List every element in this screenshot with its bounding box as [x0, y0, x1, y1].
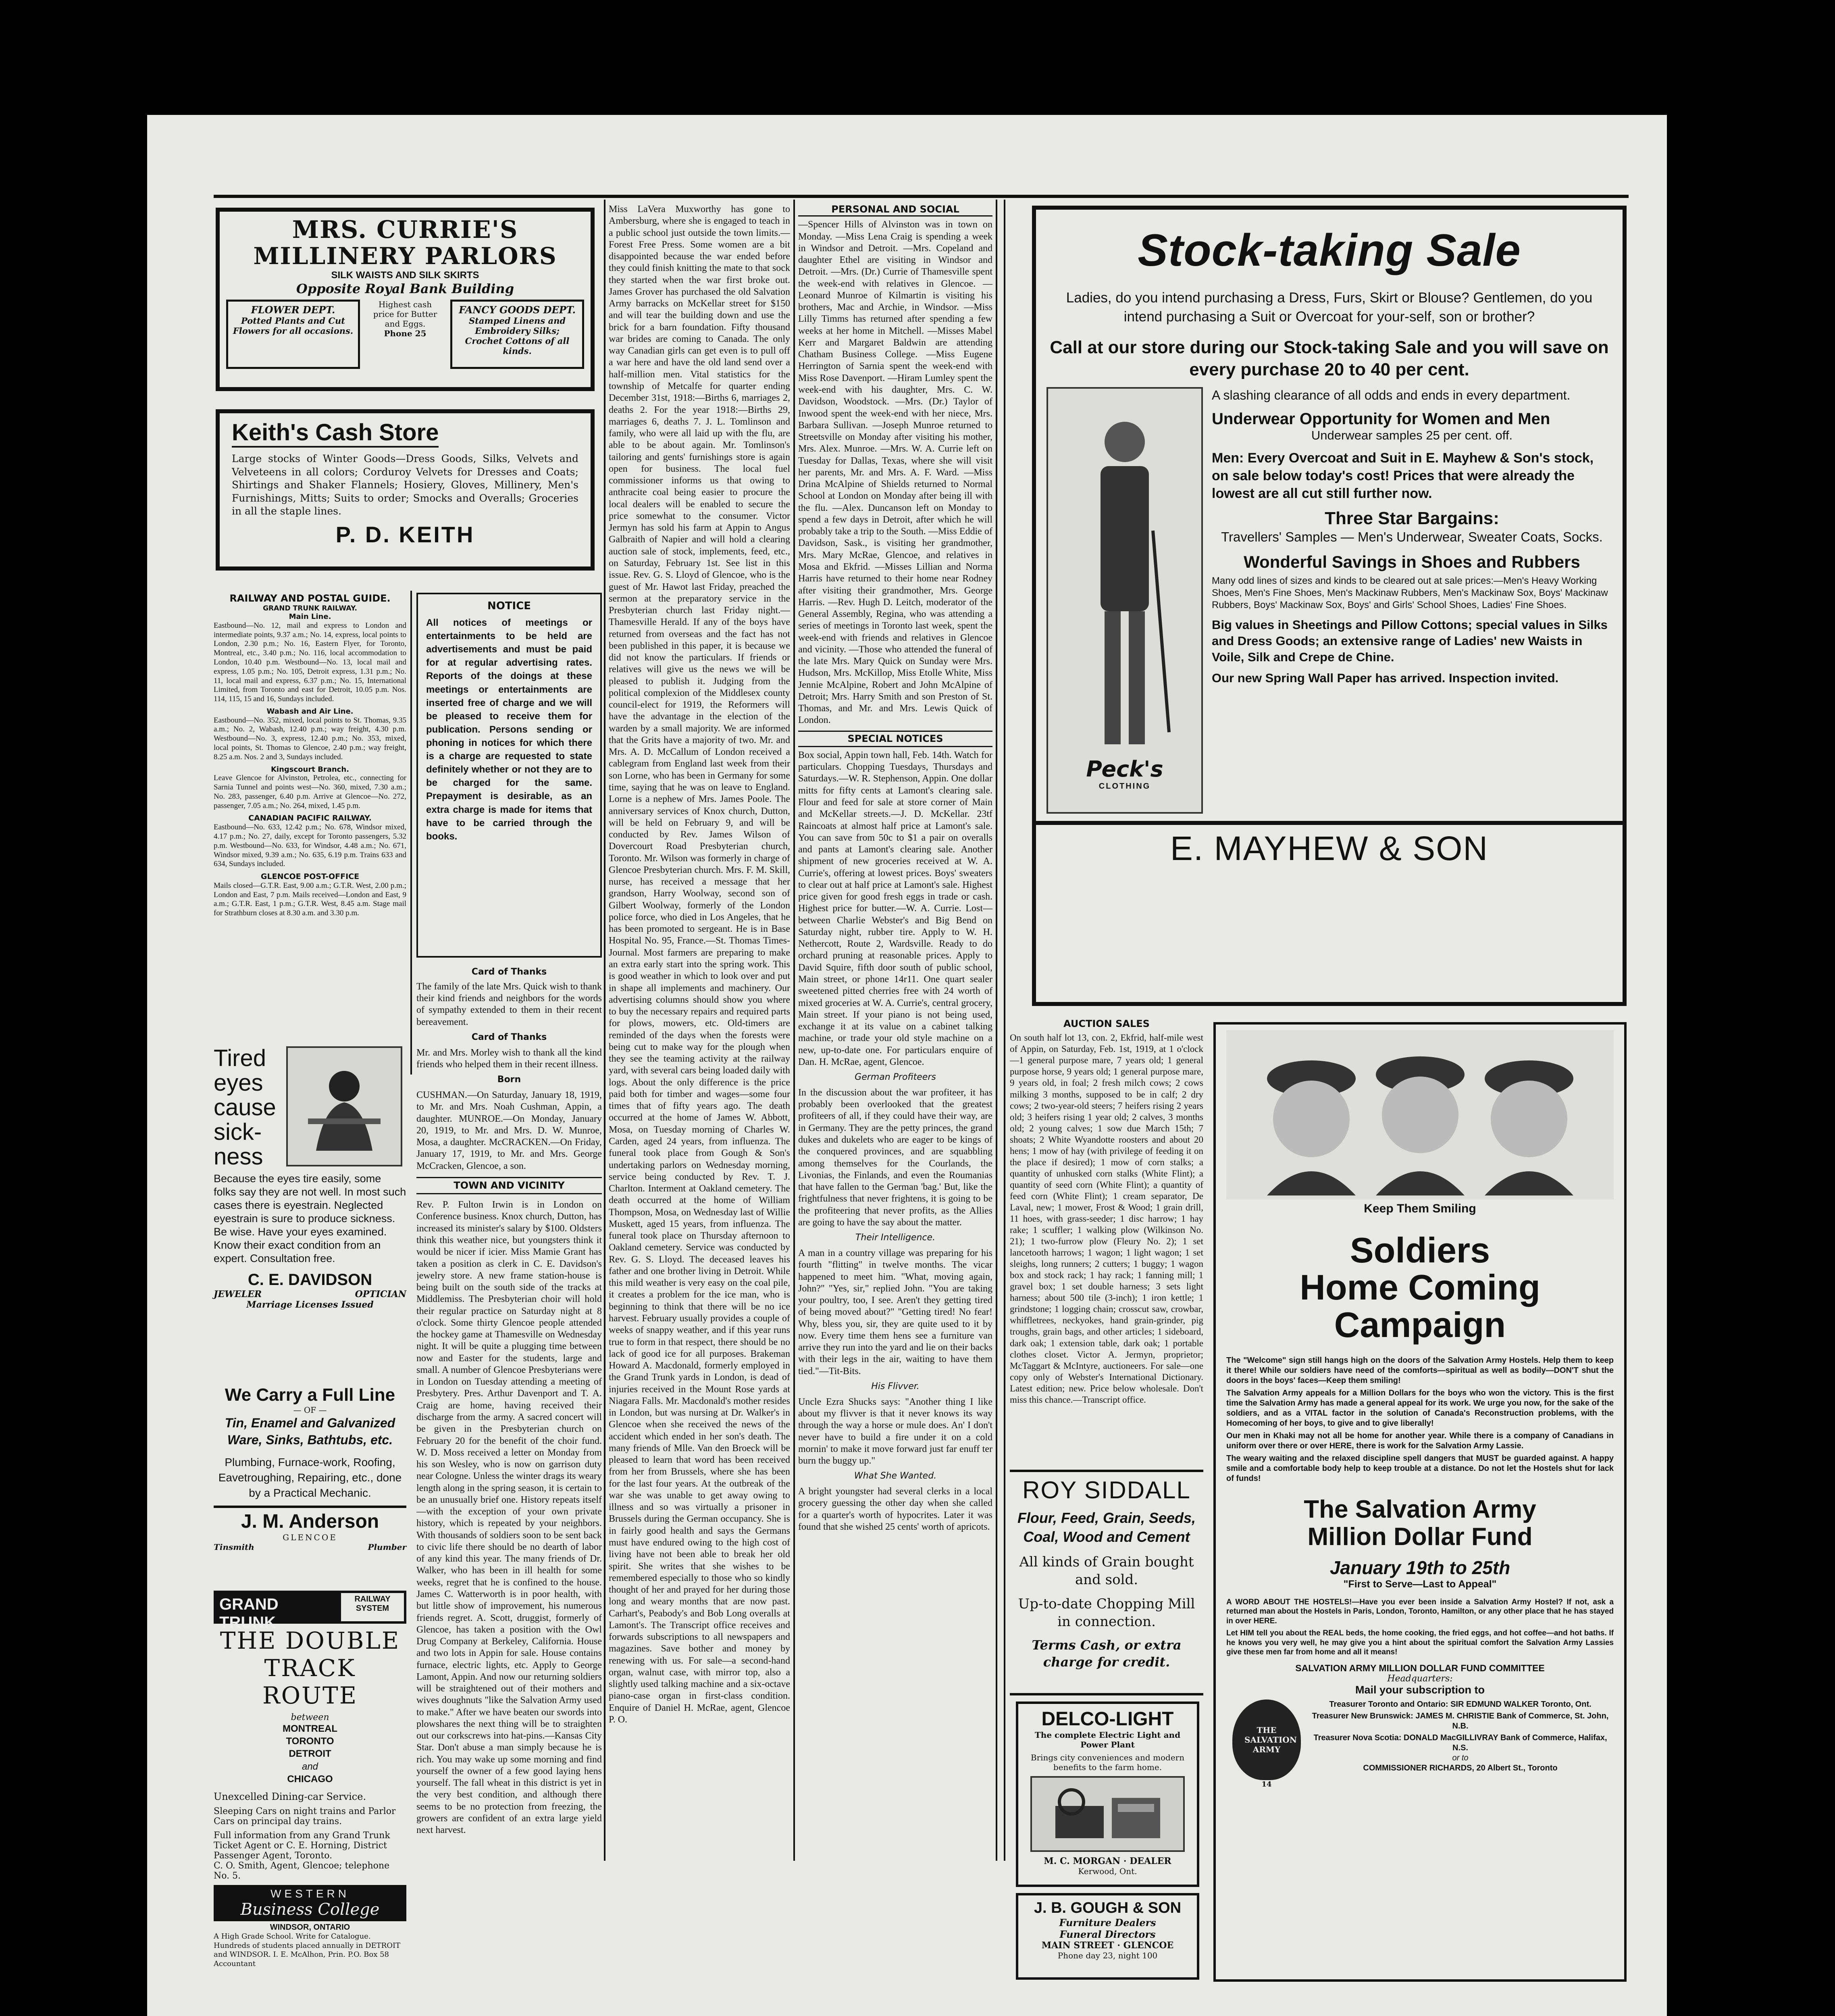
salvation-fund-1: The Salvation Army [1304, 1495, 1536, 1524]
intel-body: A man in a country village was preparing for his fourth "flitting" in twelve months. The vicar happened to meet him. "What, moving again, John?" "Yes, sir," replied John. "You are taking your poultry, too, I see. Aren't they getting tired of being moved about?" "Getting tired! No fear! Why, bless you, sir, they are quite used to it by now. Every time them hens see a furniture van arrive they run into the yard and lie on their backs with their legs in the air, waiting to have them tied."—Tit-Bits. [798, 1248, 992, 1377]
gough-name: J. B. GOUGH & SON [1034, 1899, 1182, 1916]
gtr-info: Full information from any Grand Trunk Ticket Agent or C. E. Horning, District Passenger Agent, Toronto. [214, 1830, 390, 1861]
davidson-name: C. E. DAVIDSON [248, 1271, 372, 1289]
gtr-between: between [291, 1712, 329, 1722]
gtr-dining: Unexcelled Dining-car Service. [214, 1791, 366, 1802]
gough-ad [1016, 1893, 1199, 1980]
auction-body: On south half lot 13, con. 2, Ekfrid, half-mile west of Appin, on Saturday, Feb. 1st, 1919, at 1 o'clock—1 general purpose mare, 7 years old; 1 general purpose horse, 9 years old; 1 general purpose mare, 9 years old, in foal; 2 fresh milch cows; 2 cows milking 3 months, supposed to be in calf; 2 dry cows; 2 two-year-old steers; 7 heifers rising 2 years old; 3 heifers rising 1 year old; 2 calves, 3 months old; 2 young calves; 1 sow due March 15th; 7 shoats; 2 White Wyandotte roosters and about 20 hens; 1 mow of hay (with privilege of feeding it on the place if desired); 1 mow of corn stalks; a quantity of unhusked corn stalks (White Flint); a quantity of seed corn (White Flint); a quantity of feed corn (White Flint); 1 cream separator, De Laval, new; 1 mower, Frost & Wood; 1 grain drill, 11 hoes, with grass-seeder; 1 disc harrow; 1 hay rake; 1 scuffler; 1 walking plow (Wilkinson No. 21); 1 two-furrow plow (Fleury No. 2); 1 set lancetooth harrows; 1 wagon; 1 light wagon; 1 set sleighs, long runners; 2 cutters; 1 buggy; 1 wagon box and stock rack; 1 hay rack; 1 fanning mill; 1 gravel box; 1 set double harness; 3 sets light harness; about 500 tile (3-inch); 1 iron kettle; 1 grindstone; 1 logging chain; crosscut saw, crowbar, whiffletrees, neckyokes, hand grain-grinder, pig troughs, grain bags, and other articles; 1 sideboard, dark oak; 1 extension table, dark oak; 1 portable clothes closet. Victor A. Jermyn, proprietor; McTaggart & McIntyre, auctioneers. For sale—one copy only of Webster's International Dictionary. Latest edition; new. Price below wholesale. Don't miss this chance.—Transcript office. [1010, 1033, 1203, 1405]
salvation-para-2: The Salvation Army appeals for a Million Dollars for the boys who won the victory. This is the first time the Salvation Army has made a general appeal for its work. We urge you now, for the sake of the soldiers, and as a VITAL factor in the solution of Canada's Reconstruction problems, with the Homecoming of her boys, to give and to give liberally! [1226, 1389, 1614, 1428]
anderson-name: J. M. Anderson [214, 1506, 406, 1533]
column-rule [793, 200, 795, 1861]
salvation-treasurer-4: COMMISSIONER RICHARDS, 20 Albert St., Toronto [1363, 1764, 1558, 1773]
salvation-treasurer-1: Treasurer Toronto and Ontario: SIR EDMUND WALKER Toronto, Ont. [1329, 1700, 1592, 1709]
salvation-ad [1213, 1022, 1627, 1982]
salvation-heading-2: Home Coming [1300, 1267, 1540, 1308]
siddall-terms: Terms Cash, or extra charge for credit. [1032, 1637, 1182, 1670]
salvation-fund-2: Million Dollar Fund [1307, 1523, 1533, 1551]
mayhew-sheetings: Big values in Sheetings and Pillow Cottons; special values in Silks and Dress Goods; an extensive range of Ladies' new Waists in Voile, Silk and Crepe de Chine. [1212, 617, 1608, 664]
mayhew-travellers: Travellers' Samples — Men's Underwear, Sweater Coats, Socks. [1221, 529, 1603, 544]
western-ad [214, 1885, 406, 1982]
currie-title-2: MILLINERY PARLORS [253, 242, 557, 270]
davidson-role-right: OPTICIAN [355, 1289, 406, 1300]
davidson-licenses: Marriage Licenses Issued [246, 1300, 374, 1310]
siddall-name: ROY SIDDALL [1022, 1477, 1191, 1504]
currie-middle: Highest cash price for Butter and Eggs. [373, 300, 437, 329]
column-2 [416, 964, 602, 1984]
delco-ad [1016, 1702, 1199, 1887]
currie-ad [216, 208, 595, 391]
delco-engine-illustration [1030, 1776, 1185, 1852]
notice-body: All notices of meetings or entertainments to be held are advertisements and must be paid for at regular advertising rates. Reports of the doings at these meetings or entertainments are inserted free of charge and we will be pleased to receive them for publication. Persons sending or phoning in notices for which there is a charge are requested to state definitely whether or not they are to be charged for the same. Prepayment is desirable, as an extra charge is made for items that have to be carried through the books. [426, 617, 592, 842]
anderson-heading: We Carry a Full Line [225, 1385, 395, 1405]
western-title: WESTERN [270, 1887, 350, 1900]
railway-guide [214, 593, 406, 1040]
salvation-hq: Headquarters: [1387, 1674, 1453, 1684]
gough-line-4: Phone day 23, night 100 [1057, 1951, 1158, 1960]
railway-post: GLENCOE POST-OFFICE [260, 872, 360, 881]
flivver-title: His Flivver. [871, 1381, 920, 1391]
anderson-town: GLENCOE [283, 1532, 337, 1542]
salvation-para-6: Let HIM tell you about the REAL beds, the home cooking, the fried eggs, and hot coffee—and hot baths. If he knows you very well, he may give you a hint about the spiritual comfort the Salvation Army Lassies give these men far from home and all it means! [1226, 1629, 1614, 1657]
auction-column [1010, 1018, 1203, 1462]
mayhew-shoes-heading: Wonderful Savings in Shoes and Rubbers [1244, 552, 1580, 571]
anderson-items: Tin, Enamel and Galvanized Ware, Sinks, Bathtubs, etc. [225, 1416, 395, 1447]
keith-ad [216, 409, 595, 571]
salvation-committee: SALVATION ARMY MILLION DOLLAR FUND COMMITTEE [1295, 1663, 1545, 1674]
born-body: CUSHMAN.—On Saturday, January 18, 1919, to Mr. and Mrs. Noah Cushman, Appin, a daughter. MUNROE.—On Monday, January 20, 1919, to Mr. and Mrs. D. W. Munroe, Mosa, a daughter. McCRACKEN.—On Friday, January 17, 1919, to Mr. and Mrs. George McCracken, Glencoe, a son. [416, 1090, 602, 1171]
gtr-title-1: THE DOUBLE [220, 1627, 400, 1654]
currie-flower-heading: FLOWER DEPT. [251, 304, 335, 316]
salvation-mail: Mail your subscription to [1355, 1684, 1485, 1696]
notice-title: NOTICE [487, 600, 531, 612]
railway-title: RAILWAY AND POSTAL GUIDE. [229, 593, 391, 604]
keith-body: Large stocks of Winter Goods—Dress Goods, Silks, Velvets and Velveteens in all colors; Corduroy Velvets for Dresses and Coats; Shirtings and Shaker Flannels; Hosiery, Gloves, Millinery, Men's Furnishings, Mitts; Suits to order; Smocks and Overalls; Groceries in all the staple lines. [232, 453, 578, 517]
anderson-of: — OF — [293, 1405, 327, 1415]
column-4 [798, 204, 992, 1984]
delco-subtitle: The complete Electric Light and Power Plant [1034, 1730, 1181, 1749]
gtr-sleeping: Sleeping Cars on night trains and Parlor Cars on principal day trains. [214, 1806, 396, 1826]
wanted-body: A bright youngster had several clerks in a local grocery guessing the other day when she called for a quarter's worth of hypocrites. Later it was found that she wished 25 cents' worth of apricots. [798, 1486, 992, 1532]
anderson-role-right: Plumber [368, 1542, 406, 1552]
davidson-body: Because the eyes tire easily, some folks say they are not well. In most such cases there is eyestrain. Neglected eyestrain is sure to produce sickness. Be wise. Have your eyes examined. Know their exact condition from an expert. Consultation free. [214, 1173, 406, 1265]
gtr-logo-right: RAILWAY SYSTEM [341, 1593, 404, 1621]
delco-dealer: M. C. MORGAN · DEALER [1044, 1856, 1171, 1866]
gtr-city: DETROIT [289, 1748, 331, 1760]
gtr-ad [214, 1591, 406, 1881]
siddall-ad [1010, 1470, 1203, 1695]
salvation-para-5: A WORD ABOUT THE HOSTELS!—Have you ever been inside a Salvation Army Hostel? If not, ask a returned man about the Hostels in Paris, London, Toronto, Hamilton, or any other place that he has stayed in over HERE. [1226, 1597, 1614, 1626]
mayhew-clearance: A slashing clearance of all odds and ends in every department. [1212, 387, 1571, 402]
intel-title: Their Intelligence. [855, 1233, 936, 1243]
western-location: WINDSOR, ONTARIO [270, 1923, 350, 1932]
town-body: Rev. P. Fulton Irwin is in London on Conference business. Knox church, Dutton, has increased its minister's salary by $100. Oldsters think this weather nice, but youngsters think it would be nicer if icier. Miss Mamie Grant has taken a position as clerk in C. E. Davidson's jewelry store. A new frame station-house is being built on the south side of the tracks at Middlemiss. The Presbyterian choir will hold their regular practice on Saturday night at 8 o'clock. Some thirty Glencoe people attended the hockey game at Thamesville on Wednesday night. It will be quite a plugging time between now and Easter for the students, large and small. A number of Glencoe Presbyterians were in London on Tuesday attending a meeting of Presbytery. Pres. Arthur Davenport and T. A. Craig are home, having received their discharge from the army. A sacred concert will be given in the Presbyterian church on February 20 for the benefit of the choir fund. W. D. Moss received a letter on Monday from his son Wesley, who is now on garrison duty near Cologne. Unless the winter drags its weary length along in the spring season, it is certain to be an unusually brief one. History repeats itself—with the exception of your own private history, which is repeated by your neighbors. With thousands of soldiers soon to be sent back to civic life there should be no dearth of labor of any kind this year. The many friends of Dr. Walker, who has been in ill health for some weeks, regret that he is confined to the house. James C. Watterworth is in poor health, with but little show of improvement, his numerous friends regret. A. Scott, druggist, formerly of Glencoe, has taken a position with the Owl Drug Company at Berkeley, California. House and two lots in Appin for sale. House contains furnace, electric lights, etc. Apply to George Lamont, Appin. And now our returning soldiers will be straightened out of their mothers and wives doughnuts "like the Salvation Army used to make." After we have beaten our swords into plowshares the next thing will be to straighten out our corkscrews into hat-pins.—Kansas City Star. Don't abuse a man simply because he is rich. You may wake up some morning and find yourself the owner of a few good laying hens yourself. The fall wheat in this district is yet in the very best condition, and although there seems to be no protection from freezing, the growers are confident of an extra large yield next harvest. [416, 1200, 602, 1836]
personal-title: PERSONAL AND SOCIAL [798, 204, 992, 217]
railway-cpr: CANADIAN PACIFIC RAILWAY. [248, 814, 372, 823]
davidson-role-left: JEWELER [214, 1289, 262, 1300]
salvation-number: 14 [1261, 1780, 1272, 1789]
railway-text-3: Leave Glencoe for Alvinston, Petrolea, etc., connecting for Sarnia Tunnel and points west—No. 360, mixed, 7.30 a.m.; No. 283, passenger, 6.40 p.m. Arrive at Glencoe—No. 272, passenger, 7.05 a.m.; No. 264, mixed, 1.45 p.m. [214, 774, 406, 810]
mayhew-underwear: Underwear samples 25 per cent. off. [1311, 428, 1513, 443]
delco-town: Kerwood, Ont. [1078, 1866, 1137, 1876]
newspaper-page [147, 115, 1667, 2016]
currie-fancy-heading: FANCY GOODS DEPT. [459, 304, 576, 316]
anderson-role-left: Tinsmith [214, 1542, 254, 1552]
gough-line-1: Furniture Dealers [1059, 1917, 1156, 1929]
railway-text-1: Eastbound—No. 12, mail and express to London and intermediate points, 9.37 a.m.; No. 14, express, local points to London, 2.30 p.m.; No. 16, Eastern Flyer, for Toronto, Montreal, etc., 3.40 p.m.; No. 116, local accommodation to London, 10.40 p.m. Westbound—No. 13, local mail and express, 1.05 p.m.; No. 105, Detroit express, 1.31 p.m.; No. 11, local mail and express, 6.37 p.m.; No. 15, International Limited, from Toronto and east for Detroit, 10.05 p.m. Nos. 114, 115, 15 and 16, Sundays included. [214, 621, 406, 704]
mayhew-call: Call at our store during our Stock-taking Sale and you will save on every purchase 20 to 40 per cent. [1050, 337, 1609, 379]
railway-gtr: GRAND TRUNK RAILWAY. [263, 604, 357, 612]
salvation-first: "First to Serve—Last to Appeal" [1343, 1578, 1497, 1590]
wanted-title: What She Wanted. [854, 1471, 937, 1481]
western-body: A High Grade School. Write for Catalogue. Hundreds of students placed annually in DETROIT and WINDSOR. I. E. McAlhon, Prin. P.O. Box 58 Accountant [214, 1932, 401, 1968]
gtr-logo-left: GRAND TRUNK [219, 1595, 279, 1631]
gough-line-2: Funeral Directors [1059, 1929, 1156, 1940]
siddall-items: Flour, Feed, Grain, Seeds, Coal, Wood and Cement [1017, 1510, 1196, 1545]
soldiers-illustration [1226, 1030, 1614, 1200]
gtr-city: and [302, 1761, 318, 1772]
german-body: In the discussion about the war profiteer, it has probably been overlooked that the greatest profiteers of all, if they could have their way, are in Germany. They are the petty princes, the grand dukes and dukelets who are eager to be kings of the conquered provinces, and are squabbling among themselves for the Courlands, the Livonias, the Finlands, and even the Roumanias that have fallen to the German 'bag.' But, like the frightfulness that never frightens, it is going to be the profiteering that never profits, as the Allies are going to have the say about the matter. [798, 1087, 992, 1228]
salvation-para-1: The "Welcome" sign still hangs high on the doors of the Salvation Army Hostels. Help them to keep it there! While our soldiers have need of the comforts—spiritual as well as bodily—DON'T shut the doors in the boys' faces—Keep them smiling! [1226, 1356, 1614, 1385]
mayhew-pecks: Peck's [1086, 756, 1163, 782]
salvation-heading-1: Soldiers [1350, 1230, 1490, 1270]
railway-wabash: Wabash and Air Line. [266, 707, 354, 716]
salvation-treasurer-2: Treasurer New Brunswick: JAMES M. CHRISTIE Bank of Commerce, St. John, N.B. [1312, 1712, 1609, 1731]
anderson-ad [214, 1385, 406, 1583]
mayhew-clothing: CLOTHING [1099, 781, 1151, 791]
davidson-line-1: Tired [214, 1045, 266, 1071]
davidson-ad [214, 1046, 406, 1377]
mayhew-shoes: Many odd lines of sizes and kinds to be cleared out at sale prices:—Men's Heavy Working Shoes, Men's Fine Shoes, Men's Mackinaw Rubbers, Men's Mackinaw Sox, Boys' Mackinaw Rubbers, Boys' Mackinaw Sox, Boys' and Girls' School Shoes, Ladies' Fine Shoes. [1212, 575, 1608, 610]
german-title: German Profiteers [855, 1072, 936, 1083]
anderson-body: Plumbing, Furnace-work, Roofing, Eavetroughing, Repairing, etc., done by a Practical Mechanic. [218, 1456, 402, 1499]
notice-box [416, 593, 602, 958]
special-title: SPECIAL NOTICES [798, 731, 992, 747]
railway-main: Main Line. [289, 612, 331, 621]
davidson-line-5: ness [214, 1143, 263, 1170]
davidson-line-3: cause [214, 1094, 276, 1120]
personal-body: —Spencer Hills of Alvinston was in town on Monday. —Miss Lena Craig is spending a week in Windsor and Detroit. —Mrs. Copeland and daughter Ethel are visiting in Windsor and Detroit. —Mrs. (Dr.) Currie of Thamesville spent the week-end with relatives in Glencoe. —Leonard Munroe of Kilmartin is visiting his brothers, Mac and Archie, in Windsor. —Miss Lilly Timms has returned after spending a few weeks at her home in Mitchell. —Misses Mabel Kerr and Margaret Baldwin are attending Chatham Business College. —Miss Eugene Herrington of Sarnia spent the week-end with Miss Rose Davenport. —Hiram Lumley spent the week-end with his daughter, Mrs. C. W. Davidson, Woodstock. —Mrs. (Dr.) Taylor of Inwood spent the week-end with her niece, Mrs. Barbara Sullivan. —Joseph Munroe returned to Streetsville on Monday after visiting his mother, Mrs. Alex. Munroe. —Mrs. W. A. Currie left on Tuesday for Dallas, Texas, where she will visit her parents, Mr. and Mrs. A. F. Ward. —Miss Drina McAlpine of Shields returned to Normal School at London on Monday after being ill with the flu. —Alex. Duncanson left on Monday to spend a few days in Detroit, after which he will probably take a trip to the South. —Miss Eddie of Davidson, Sask., is visiting her grandmother, Mrs. Mary McRae, Glencoe, and relatives in Mosa and Ekfrid. —Misses Lillian and Norma Harris have returned to their home near Rodney after visiting their grandmother, Mrs. George Harris. —Rev. Hugh D. Leitch, moderator of the General Assembly, Regina, who was attending a series of meetings in Toronto last week, spent the week-end with friends and relatives in Glencoe and vicinity. —Those who attended the funeral of the late Mrs. Mary Quick on Sunday were Mrs. Hudson, Mrs. McKillop, Miss Etolle White, Miss Jennie McAlpine, Robert and John McAlpine of Detroit; Mrs. Harry Smith and son Preston of St. Thomas, and Mr. and Mrs. Lewis Quick of London. [798, 219, 992, 726]
salvation-dates: January 19th to 25th [1329, 1557, 1510, 1578]
column-rule [604, 200, 605, 1861]
currie-subtitle: SILK WAISTS AND SILK SKIRTS [331, 270, 479, 281]
mayhew-men: Men: Every Overcoat and Suit in E. Mayhew & Son's stock, on sale below today's cost! Prices that were already the lowest are all cut still further now. [1212, 450, 1594, 502]
born-title: Born [497, 1075, 521, 1085]
column-rule [410, 591, 412, 1075]
currie-title-1: MRS. CURRIE'S [292, 216, 518, 244]
special-body: Box social, Appin town hall, Feb. 14th. Watch for particulars. Chopping Tuesdays, Thursdays and Saturdays.—W. R. Stephenson, Appin. One dollar mitts for fifty cents at Lamont's clearing sale. Flour and feed for sale at store corner of Main and McKellar streets.—J. D. McKellar. 23tf Raincoats at almost half price at Lamont's sale. You can save from 50c to $1 a pair on overalls and pants at Lamont's clearing sale. Another shipment of new groceries received at W. A. Currie's, offering at lowest prices. Boys' sweaters to clear out at half price at Lamont's sale. Highest price given for good fresh eggs in trade or cash. Highest price for butter.—W. A. Currie. Lost—between Charlie Webster's and Big Bend on Saturday night, rubber tire. Apply to W. H. Nethercott, Route 2, Wardsville. Ready to do orchard pruning at reasonable prices. Apply to David Squire, fifth door south of public school, Main street, or phone 14r11. One quart sealer sweetened pitted cherries free with 24 worth of mixed groceries at W. A. Currie's, central grocery, Main street. If your piano is not being used, exchange it at its value on a cabinet talking machine, or trade your old style machine on a new, up-to-date one. For particulars enquire of Dan. H. McRae, agent, Glencoe. [798, 750, 992, 1067]
mayhew-three: Three Star Bargains: [1325, 508, 1499, 528]
western-subtitle: Business College [240, 1900, 380, 1919]
railway-text-5: Mails closed—G.T.R. East, 9.00 a.m.; G.T.R. West, 2.00 p.m.; London and East, 7 p.m. Mails received—London and East, 9 a.m.; G.T.R. East, 1 p.m.; G.T.R. West, 8.45 a.m. Stage mail for Strathburn closes at 8.30 a.m. and 3.30 p.m. [214, 881, 406, 918]
gough-line-3: MAIN STREET · GLENCOE [1041, 1940, 1174, 1951]
mayhew-ad [1032, 206, 1627, 1006]
gtr-logo [214, 1591, 406, 1631]
town-title: TOWN AND VICINITY [416, 1177, 602, 1194]
mayhew-title: Stock-taking Sale [1138, 225, 1521, 275]
salvation-para-3: Our men in Khaki may not all be home for another year. While there is a company of Canadians in uniform over there or over HERE, there is work for the Salvation Army Lassie. [1226, 1431, 1614, 1451]
railway-text-4: Eastbound—No. 633, 12.42 p.m.; No. 678, Windsor mixed, 4.17 p.m.; No. 27, daily, except for Toronto passengers, 5.32 p.m. Westbound—No. 633, for Windsor, 4.48 a.m.; No. 671, Windsor mixed, 9.39 a.m.; No. 635, 6.19 p.m. Trains 633 and 634, Sundays included. [214, 823, 406, 868]
column-3-body: Miss LaVera Muxworthy has gone to Ambersburg, where she is engaged to teach in a public school just outside the town limits.—Forest Free Press. Some women are a bit disappointed because the war ended before they could finish knitting the mate to that sock they started when the war first broke out. James Grover has purchased the old Salvation Army barracks on McKellar street for $150 and will tear the building down and use the brick for a barn foundation. Fifty thousand war brides are coming to Canada. The only way Canadian girls can get even is to pull off a war here and have the old land send over a half-million men. Vital statistics for the township of Metcalfe for quarter ending December 31st, 1918:—Births 6, marriages 2, deaths 2. For the year 1918:—Births 29, marriages 6, deaths 7. J. L. Tomlinson and family, who were all laid up with the flu, are able to be about again. Mr. Tomlinson's tailoring and gents' furnishings store is again open for business. The local fuel commissioner informs us that owing to anthracite coal being easier to procure the local dealers will be enabled to secure the price somewhat to the consumer. Victor Jermyn has sold his farm at Appin to Angus Galbraith of Napier and will hold a clearing auction sale of stock, implements, feed, etc., on Saturday, February 1st. See list in this issue. Rev. G. S. Lloyd of Glencoe, who is the guest of Mr. Hawot last Friday, preached the sermon at the preparatory service in the Presbyterian church last Friday night.—Thamesville Herald. If any of the boys have returned from overseas and the fact has not been published in this paper, it is because we did not know the particulars. If friends or relatives will give us the news we will be pleased to publish it. Judging from the political complexion of the Middlesex county council-elect for 1919, the Reformers will have the advantage in the election of the warden by a small majority. We are informed that the Grits have a majority of two. Mr. and Mrs. A. D. McCallum of London received a cablegram from England last week from their son Lorne, who has been in Germany for some time, saying that he was on leave to England. Lorne is a nephew of Mrs. James Poole. The anniversary services of Knox church, Dutton, will be held on February 9, and will be conducted by Rev. James Wilson of Dovercourt Road Presbyterian church, Toronto. Mr. Wilson was formerly in charge of Glencoe Presbyterian church. Mrs. F. M. Skill, nurse, has received a message that her grandson, Harry Woolway, second son of Gilbert Woolway, formerly of the London police force, who died in Los Angeles, that he has been promoted to sergeant. He is in Base Hospital No. 95, France.—St. Thomas Times-Journal. Most farmers are preparing to make an extra early start into the spring work. This is good weather in which to look over and put in shape all implements and machinery. Our advertising columns should show you where to buy the necessary repairs and required parts for plows, mowers, etc. Old-timers are reminded of the days when the forests were being cut to make way for the plough when they see the teaming activity at the railway yard, with several cars being loaded daily with logs. About the only difference is the price paid both for timber and wages—some four times that of fifty years ago. The death occurred at the home of James W. Abbott, Mosa, on Tuesday morning of Charles W. Carden, aged 24 years, from influenza. The funeral took place from Gough & Son's undertaking parlors on Wednesday morning, service being conducted by Rev. T. J. Charlton. Interment at Oakland cemetery. The death occurred at the home of William Thompson, Mosa, on Wednesday last of Willie Muskett, aged 15 years, from influenza. The funeral took place on Thursday afternoon to Oakland cemetery. Service was conducted by Rev. G. S. Lloyd. The deceased leaves his father and one brother living in Detroit. While this mild weather is very easy on the coal pile, it creates a problem for the ice man, who is beginning to think that there will be no ice harvest. February usually provides a couple of weeks of snappy weather, and if this year runs true to form in that respect, there should be no lack of good ice for all purposes. Brakeman Howard A. Macdonald, formerly employed in the Grand Trunk yards in London, is dead of injuries received in the Mount Rose yards at Niagara Falls. Mr. Macdonald's mother resides in London, but was nursing at Dr. Walker's in Glencoe when she received the news of the accident which ended in her son's death. The many friends of Mlle. Van den Broeck will be pleased to learn that word has been received from her from Brussels, where she has been for the last four years. At the outbreak of the war she was unable to get away owing to illness and so was virtually a prisoner in Brussels during the German occupancy. She is in fairly good health and says the Germans must have endured owing to the high cost of living have not been able to break her old spirit. She writes that she wishes to be remembered especially to those who so kindly thought of her and prayed for her during those long and weary months that are now past. Carhart's, Peabody's and Bob Long overalls at Lamont's. The Transcript office receives and forwards subscriptions to all newspapers and magazines. Save bother and money by renewing with us. For sale—a second-hand organ, walnut case, with mirror top, also a slightly used talking machine and a six-octave piano-case organ in first-class condition. Enquire of Daniel H. McRae, agent, Glencoe P. O. [609, 204, 790, 1725]
column-rule [1004, 200, 1005, 1861]
siddall-grain: All kinds of Grain bought and sold. [1019, 1554, 1194, 1588]
keith-signature: P. D. KEITH [335, 521, 475, 547]
mayhew-gentleman-illustration [1046, 387, 1203, 814]
currie-fancy-box [450, 300, 584, 369]
gtr-city: TORONTO [286, 1736, 334, 1747]
engine-icon [1047, 1782, 1168, 1846]
salvation-treasurer-3: Treasurer Nova Scotia: DONALD MacGILLIVRAY Bank of Commerce, Halifax, N.S. [1313, 1733, 1607, 1753]
thanks1-body: The family of the late Mrs. Quick wish to thank their kind friends and neighbors for the words of sympathy extended to them in their recent bereavement. [416, 981, 602, 1027]
top-rule [214, 195, 1629, 198]
currie-flower-body: Potted Plants and Cut Flowers for all occasions. [233, 316, 354, 336]
thanks2-body: Mr. and Mrs. Morley wish to thank all the kind friends who helped them in their recent illness. [416, 1047, 602, 1070]
gtr-city: CHICAGO [287, 1773, 333, 1785]
salvation-para-4: The weary waiting and the relaxed discipline spell dangers that MUST be guarded against. A happy smile and a comfortable body help to keep trouble at a distance. Do not let the Hostels shut for lack of funds! [1226, 1454, 1614, 1483]
mayhew-underwear-heading: Underwear Opportunity for Women and Men [1212, 410, 1550, 428]
mayhew-signature: E. MAYHEW & SON [1036, 821, 1623, 868]
mayhew-question: Ladies, do you intend purchasing a Dress, Furs, Skirt or Blouse? Gentlemen, do you intend purchasing a Suit or Overcoat for your-self, son or brother? [1066, 290, 1593, 325]
keith-title: Keith's Cash Store [232, 419, 439, 448]
thanks2-title: Card of Thanks [471, 1032, 547, 1042]
currie-location: Opposite Royal Bank Building [296, 281, 514, 296]
salvation-smiling: Keep Them Smiling [1364, 1202, 1476, 1215]
salvation-crest-text: THE SALVATION ARMY [1244, 1725, 1297, 1755]
currie-fancy-body: Stamped Linens and Embroidery Silks; Crochet Cottons of all kinds. [465, 316, 570, 356]
delco-body: Brings city conveniences and modern benefits to the farm home. [1030, 1753, 1185, 1772]
salvation-crest [1232, 1699, 1301, 1780]
davidson-line-4: sick- [214, 1118, 262, 1145]
auction-title: AUCTION SALES [1063, 1018, 1150, 1029]
currie-phone: Phone 25 [384, 329, 427, 338]
tired-woman-illustration [286, 1046, 402, 1166]
gtr-city: MONTREAL [283, 1723, 337, 1734]
salvation-or: or to [1452, 1754, 1469, 1763]
railway-text-2: Eastbound—No. 352, mixed, local points to St. Thomas, 9.35 a.m.; No. 2, Wabash, 12.40 p.m.; way freight, 4.30 p.m. Westbound—No. 3, express, 12.40 p.m.; No. 353, mixed, local points, St. Thomas to Glencoe, 2.40 p.m.; way freight, 8.25 a.m. Nos. 2 and 3, Sundays included. [214, 716, 406, 761]
gtr-agent: C. O. Smith, Agent, Glencoe; telephone No. 5. [214, 1860, 390, 1881]
delco-title: DELCO-LIGHT [1041, 1708, 1174, 1730]
railway-kingscourt: Kingscourt Branch. [270, 765, 349, 774]
gtr-title-2: TRACK ROUTE [262, 1654, 358, 1709]
mayhew-wallpaper: Our new Spring Wall Paper has arrived. Inspection invited. [1212, 671, 1559, 685]
thanks1-title: Card of Thanks [471, 967, 547, 977]
salvation-heading-3: Campaign [1334, 1304, 1506, 1345]
davidson-line-2: eyes [214, 1069, 263, 1096]
gentleman-figure-icon [1072, 410, 1177, 756]
currie-flower-box [226, 300, 360, 369]
three-soldiers-icon [1239, 1034, 1602, 1195]
flivver-body: Uncle Ezra Shucks says: "Another thing I like about my flivver is that it never knows its way through the way a horse or mule does. An' I don't never have to build a fire under it on a cold mornin' to make it move forward just far enuff ter burn the buggy up." [798, 1396, 992, 1466]
siddall-mill: Up-to-date Chopping Mill in connection. [1018, 1595, 1195, 1630]
column-3 [609, 204, 790, 1984]
woman-silhouette-icon [300, 1058, 389, 1155]
column-rule [996, 200, 997, 1861]
